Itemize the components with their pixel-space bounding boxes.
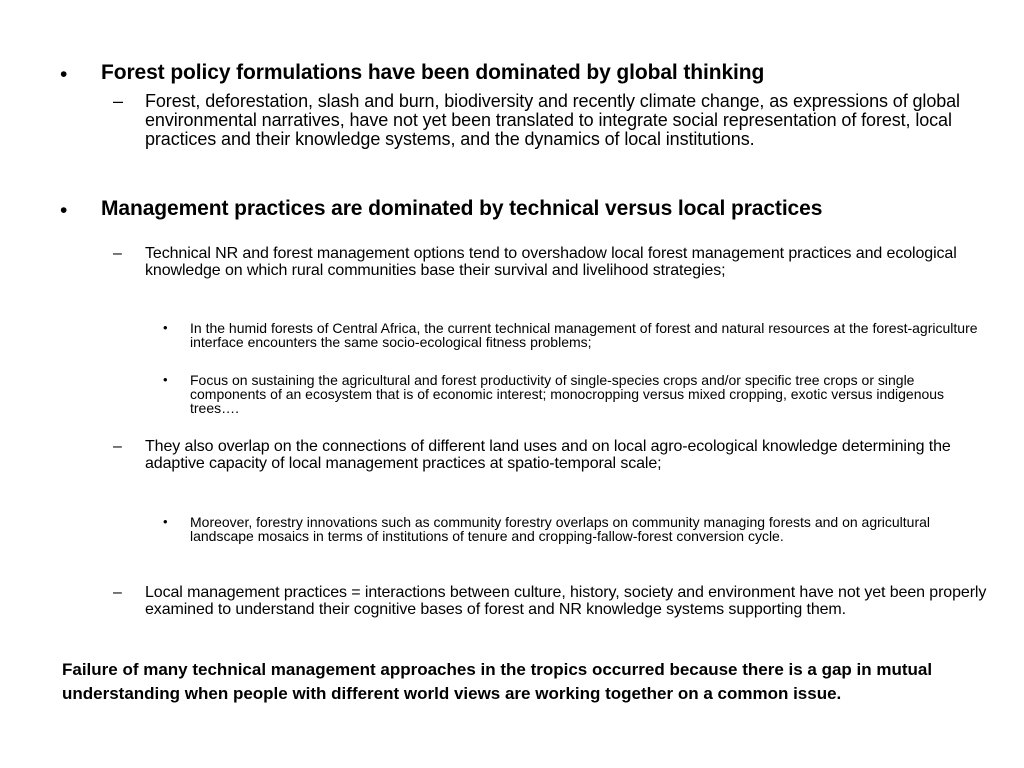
sub-item-text: They also overlap on the connections of different land uses and on local agro-ecological knowledge determining the adaptive capacity of local management practices at spatio-temporal scale;	[145, 438, 951, 472]
detail-item-productivity	[163, 373, 983, 415]
sub-item-local-practices	[113, 584, 993, 618]
dash-icon: –	[113, 245, 122, 262]
sub-item-technical	[113, 245, 993, 279]
detail-item-text: In the humid forests of Central Africa, the current technical management of forest and natural resources at the forest-agriculture interface encounters the same socio-ecological fitness problems;	[190, 320, 978, 350]
dash-icon: –	[113, 91, 124, 111]
detail-item-humid-forests	[163, 321, 983, 349]
bullet-icon: •	[60, 63, 68, 86]
dash-icon: –	[113, 584, 122, 601]
footer-statement: Failure of many technical management approaches in the tropics occurred because there is a gap in mutual understanding when people with different world views are working together on a common issue.	[62, 660, 933, 703]
bullet-item-management	[60, 199, 960, 222]
bullet-text: Management practices are dominated by technical versus local practices	[101, 197, 823, 220]
bullet-icon: •	[163, 372, 168, 387]
sub-item-text: Forest, deforestation, slash and burn, biodiversity and recently climate change, as expressions of global environmental narratives, have not yet been translated to integrate social representation of forest, local practices and their knowledge systems, and the dynamics of local institutions.	[145, 91, 960, 149]
detail-item-text: Focus on sustaining the agricultural and forest productivity of single-species crops and/or specific tree crops or single components of an ecosystem that is of economic interest; monocropping versus mixed cropping, exotic versus indigenous trees….	[190, 372, 945, 416]
detail-item-text: Moreover, forestry innovations such as community forestry overlaps on community managing forests and on agricultural landscape mosaics in terms of institutions of tenure and cropping-fallow-forest conversion cycle.	[190, 514, 931, 544]
sub-item-text: Technical NR and forest management options tend to overshadow local forest management practices and ecological knowledge on which rural communities base their survival and livelihood strategies;	[145, 245, 957, 279]
sub-item-overlap	[113, 438, 993, 472]
bullet-text: Forest policy formulations have been dominated by global thinking	[101, 61, 765, 84]
bullet-icon: •	[60, 199, 68, 222]
bullet-item-policy	[60, 63, 960, 86]
bullet-icon: •	[163, 514, 168, 529]
detail-item-innovations	[163, 515, 983, 543]
bullet-icon: •	[163, 320, 168, 335]
dash-icon: –	[113, 438, 122, 455]
sub-item-text: Local management practices = interactions between culture, history, society and environment have not yet been properly examined to understand their cognitive bases of forest and NR knowledge systems supporting them.	[145, 584, 987, 618]
sub-item-deforestation	[113, 92, 993, 149]
